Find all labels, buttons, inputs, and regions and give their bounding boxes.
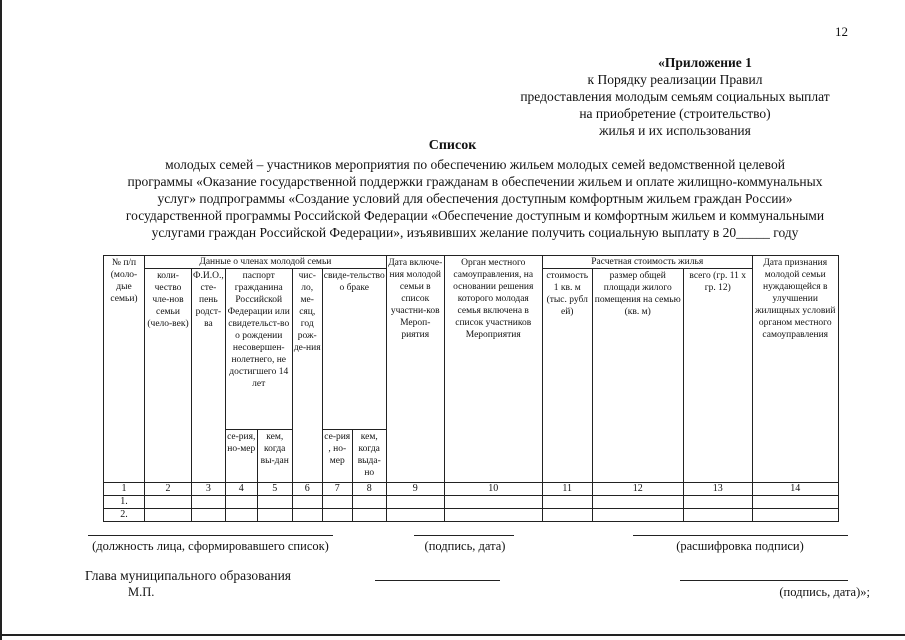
head-sign-line-2 <box>680 580 848 581</box>
head-sign-line-1 <box>375 580 500 581</box>
appendix-line: к Порядку реализации Правил <box>587 72 763 87</box>
page-number: 12 <box>835 24 848 39</box>
decode-line <box>633 535 848 536</box>
col-number: 13 <box>683 483 752 496</box>
header-cost-sqm: стоимость 1 кв. м (тыс. рубл ей) <box>542 269 592 483</box>
col-number: 11 <box>542 483 592 496</box>
header-cost-total: всего (гр. 11 х гр. 12) <box>683 269 752 483</box>
appendix-line: на приобретение (строительство) <box>579 106 771 121</box>
intro-line: молодых семей – участников мероприятия по обеспечению жильем молодых семей ведомственной целевой <box>165 157 785 172</box>
appendix-line: жилья и их использования <box>599 123 751 138</box>
appendix-title: «Приложение 1 <box>658 55 752 70</box>
intro-line: услуг» подпрограммы «Создание условий для обеспечения доступным комфортным жильем граждан России» <box>157 191 793 206</box>
header-birth-date: чис-ло, ме-сяц, год рож-де-ния <box>292 269 322 483</box>
column-numbers-row <box>104 483 839 496</box>
position-label: (должность лица, сформировавшего список) <box>92 539 329 553</box>
header-recognition-date: Дата признания молодой семьи нуждающейся в улучшении жилищных условий органом местного самоуправления <box>752 256 838 483</box>
col-number: 6 <box>292 483 322 496</box>
col-number: 9 <box>386 483 444 496</box>
header-marriage-cert: свиде-тельство о браке <box>322 269 386 430</box>
head-sign-label: (подпись, дата)»; <box>779 585 870 599</box>
header-organ: Орган местного самоуправления, на основании решения которого молодая семья включена в список участников Мероприятия <box>444 256 542 483</box>
intro-line: государственной программы Российской Федерации «Обеспечение доступным и комфортным жильем и коммунальными <box>125 208 825 223</box>
intro-line: программы «Оказание государственной поддержки гражданам в обеспечении жильем и оплате жилищно-коммунальных <box>127 174 823 189</box>
table-row <box>104 496 839 509</box>
header-fio: Ф.И.О., сте-пень родст-ва <box>192 269 226 483</box>
families-table <box>103 255 839 522</box>
header-marriage-series: се-рия , но-мер <box>322 430 352 483</box>
col-number: 14 <box>752 483 838 496</box>
header-date-inclusion: Дата включе-ния молодой семьи в список участни-ков Мероп-риятия <box>386 256 444 483</box>
list-title: Список <box>428 138 477 153</box>
position-line <box>88 535 333 536</box>
col-number: 10 <box>444 483 542 496</box>
col-number: 12 <box>592 483 683 496</box>
header-passport: паспорт гражданина Российской Федерации или свидетельст-во о рождении несовершен-нолетнего, не достигшего 14 лет <box>225 269 292 430</box>
row-index: 2. <box>104 509 145 522</box>
col-number: 1 <box>104 483 145 496</box>
intro-line: услугами граждан Российской Федерации», изъявивших желание получить социальную выплату в 20_____ году <box>151 225 799 240</box>
table-row <box>104 509 839 522</box>
col-number: 7 <box>322 483 352 496</box>
header-cost: Расчетная стоимость жилья <box>542 256 752 269</box>
intro-text <box>80 156 870 241</box>
head-label: Глава муниципального образования <box>85 568 292 583</box>
col-number: 3 <box>192 483 226 496</box>
header-family-data: Данные о членах молодой семьи <box>145 256 387 269</box>
mp-label: М.П. <box>128 585 155 599</box>
appendix-line: предоставления молодым семьям социальных выплат <box>520 89 830 104</box>
col-number: 8 <box>352 483 386 496</box>
scan-edge-bottom <box>0 634 905 636</box>
header-cost-area: размер общей площади жилого помещения на семью (кв. м) <box>592 269 683 483</box>
scan-edge-left <box>0 0 2 640</box>
header-marriage-issued: кем, когда выда-но <box>352 430 386 483</box>
header-passport-issued: кем, когда вы-дан <box>257 430 292 483</box>
sign-date-label: (подпись, дата) <box>424 539 506 553</box>
header-no: № п/п (моло-дые семьи) <box>104 256 145 483</box>
col-number: 5 <box>257 483 292 496</box>
appendix-block <box>480 54 870 139</box>
row-index: 1. <box>104 496 145 509</box>
header-member-count: коли-чество чле-нов семьи (чело-век) <box>145 269 192 483</box>
col-number: 2 <box>145 483 192 496</box>
sign-date-line <box>414 535 514 536</box>
decode-label: (расшифровка подписи) <box>676 539 804 553</box>
col-number: 4 <box>225 483 257 496</box>
header-passport-series: се-рия, но-мер <box>225 430 257 483</box>
